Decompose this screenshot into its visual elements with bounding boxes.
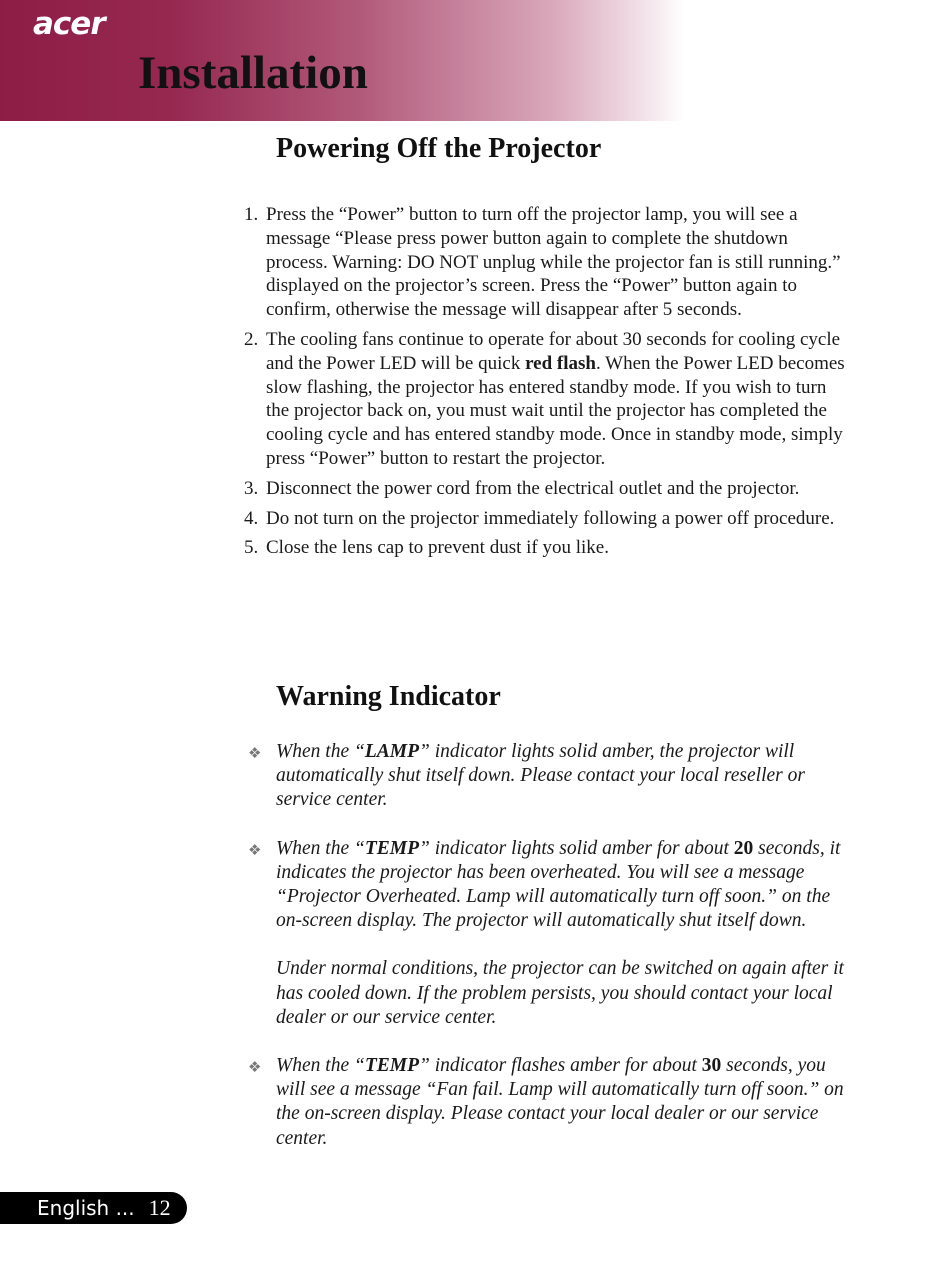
warning-item-temp-flash [248, 1054, 858, 1151]
step-item [244, 203, 849, 322]
page-number: 12 [148, 1195, 171, 1220]
step-text: Disconnect the power cord from the electrical outlet and the projector. [266, 477, 800, 499]
step-item [244, 477, 849, 501]
step-number: 1. [244, 204, 259, 225]
step-text: Close the lens cap to prevent dust if you like. [266, 537, 609, 559]
step-number: 3. [244, 477, 259, 499]
step-text: The cooling fans continue to operate for about 30 seconds for cooling cycle and the Power LED will be quick red flash. When the Power LED becomes slow flashing, the projector has entered standby mode. If you wish to turn the projector back on, you must wait until the projector has completed the cooling cycle and has entered standby mode. Once in standby mode, simply press “Power” button to restart the projector. [266, 328, 845, 469]
acer-logo: acer [33, 6, 105, 42]
warning-paragraph: When the “TEMP” indicator lights solid amber for about 20 seconds, it indicates the projector has been overheated. You will see a message “Projector Overheated. Lamp will automatically turn off soon.” on the on-screen display. The projector will automatically shut itself down. [276, 837, 841, 932]
step-number: 5. [244, 537, 259, 559]
four-diamond-bullet-icon: ❖ [248, 744, 262, 762]
step-item [244, 536, 849, 560]
step-item [244, 507, 849, 531]
chapter-title: Installation [138, 47, 368, 99]
emphasis-red-flash: red flash [525, 352, 597, 374]
header-band [0, 0, 950, 121]
warning-list [248, 740, 858, 1175]
section-title-powering-off: Powering Off the Projector [276, 133, 602, 164]
step-number: 4. [244, 507, 259, 529]
footer-page-tab [0, 1192, 187, 1224]
step-number: 2. [244, 328, 259, 350]
step-item [244, 328, 849, 471]
warning-item-temp-solid [248, 837, 858, 1030]
section-title-warning-indicator: Warning Indicator [276, 681, 501, 712]
four-diamond-bullet-icon: ❖ [248, 1058, 262, 1077]
power-off-steps [244, 203, 849, 566]
footer-language: English ... [37, 1196, 135, 1220]
step-text: Do not turn on the projector immediately following a power off procedure. [266, 507, 835, 529]
step-text: Press the “Power” button to turn off the projector lamp, you will see a message “Please press power button again to complete the shutdown process. Warning: DO NOT unplug while the projector fan is still running.” displayed on the projector’s screen. Press the “Power” button again to confirm, otherwise the message will disappear after 5 seconds. [266, 204, 841, 321]
warning-item-lamp [248, 740, 858, 813]
warning-paragraph: When the “TEMP” indicator flashes amber for about 30 seconds, you will see a message “Fan fail. Lamp will automatically turn off soon.” on the on-screen display. Please contact your local dealer or our service center. [276, 1055, 844, 1149]
four-diamond-bullet-icon: ❖ [248, 840, 262, 859]
warning-paragraph: When the “LAMP” indicator lights solid amber, the projector will automatically shut itself down. Please contact your local reseller or service center. [276, 741, 805, 811]
warning-paragraph: Under normal conditions, the projector can be switched on again after it has cooled down. If the problem persists, you should contact your local dealer or our service center. [276, 958, 844, 1028]
